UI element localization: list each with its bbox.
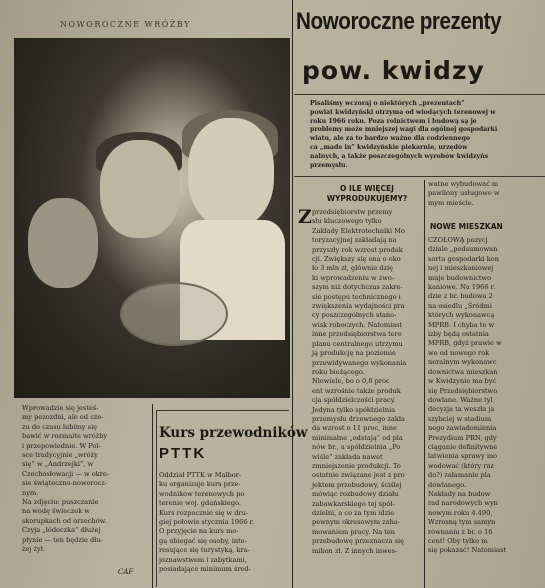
section2-heading: NOWE MIESZKAN: [430, 222, 503, 231]
photo-caption: Wprowadzie się jesteś- my pezozdni, ale od cze- zu do czasu lubimy się bawić w rozmaite wróżby i przepowiednie. W Pol- sce tradycyjnie „wróży się” w „Andrzejki”, w Czechosłowacji — w okre- sie świąteczno-noworocz- nym. Na zdjęciu: puszczanie na wodę świeczek w skorupkach od orzechów. Czyja „łódeczka” dłużej płynie — ten będzie dłu- żej żył.: [22, 404, 110, 554]
column-rule: [152, 404, 153, 588]
section2-body: CZOŁOWĄ pozycj dziale „podsumowan sortu gospodarki kon nej i mieszkaniowej muje budownictwo kaniowe. Na 1966 r. dzie z br. budowa 2 na osiedlu „Śródmi których wykonawcą MPRB. I chyba te w izby będą ostatnia MPRB, gdyż prawie w wo od nowego rok neralnym wykonawc downictwa mieszkan w Kwidzynie ma być się Przedsiębiorstwo dowlane. Ważne tyl decyzja ta weszła ja szybciej w stadium nego zawiadomienia Prezydium PRN, gdy ciąganie definitywne latwienia sprawy mo wodować (który raz do?) załamanie pla dowlanego. Nakłady na budow rad narodowych wyn nowym roku 4.490, Wzrosną tym samyn równaniu z br. o 16 cent! Oby tylko m się pokazać! Natomiast: [428, 236, 507, 555]
section1-body: przedsiębiorstw przemy słu kluczowego tylko Zakłady Elektrotechniki Mo toryzacyjnej zakładają na przyszły rok wzrost produk cji. Zwiększy się ona o oko ło 3 mln zł, głównie dzię ki wprowadzeniu w zwo- szym niż dotychczas zakre- sie postępu technicznego i zwiększenia wydajności pra cy poszczególnych stano- wisk roboczych. Natomiast inne przedsiębiorstwa tere planu centralnego utrzymu ją produkcję na poziomie przewidywanego wykonania roku bieżącego. Niewiele, bo o 0,8 proc ent wzrośnie także produk cja spółdzielczości pracy. Jedyna tylko spółdzielnia przemysłu drzewnego zakła da wzrost o 11 proc, inne minimalne „odstają” od pla nów br., a spółdzielnia „Po wiśle” zakłada nawet zmniejszenie produkcji. To ostatnie związane jest z pro jektem przebudowy, ściślej mówiąc rozbudowy działu zabawkarskiego tej spół- dzielni, a co za tym idzie pewnym okresowym zaha- mowaniem pracy. Na ten przebudowę przeznacza się milion zł. Z innych inwes-: [312, 208, 407, 555]
headline-line2: pow. kwidzy: [302, 56, 485, 85]
photo-bowl: [120, 282, 228, 346]
section1-heading: O ILE WIĘCEJ WYPRODUKUJEMY?: [326, 184, 408, 203]
section1-dropcap: Z: [298, 206, 312, 228]
photo-figure-head: [188, 118, 274, 228]
kurs-body: Oddział PTTK w Malbor- ku organizuje kurs prze- wodników terenowych po terenie woj. gdańskiego. Kurs rozpocznie się w dru- giej połowie stycznia 1966 r. O przyjęcie na kurs mo- gą ubiegać się osoby, inte- resujące się turystyką, kra- joznawstwem i zabytkami, posiadające minimum śred-: [159, 471, 255, 574]
headline-rule: [294, 94, 545, 95]
intro-paragraph: Pisaliśmy wczoraj o niektórych „prezentach” powiat kwidzyński otrzyma od wiodących terenowej w roku 1966 roku. Poza rolnictwem i budową są je problemy może mniejszej wagi dla ogólnej gospodarki wiatu, ale za to bardzo ważne dla codziennego ca „made in” kwidzyńskie piekarnie, urzędów nalnych, a także poszczególnych wyrobów kwidzyńs przemysłu.: [310, 100, 498, 169]
intro-rule: [294, 176, 545, 177]
photo-credit: CAF: [118, 568, 134, 576]
photo-caption-top: NOWOROCZNE WRÓŻBY: [60, 20, 191, 29]
headline-line1: Noworoczne prezenty: [296, 8, 502, 35]
column-rule: [292, 0, 293, 588]
kurs-box: [156, 410, 308, 587]
column-rule: [424, 180, 425, 588]
kurs-subtitle: PTTK: [159, 445, 207, 462]
section2-top-text: watne wybudować m pawilony usługowe w mym mieście.: [428, 180, 500, 207]
photo-figure-head: [100, 140, 180, 238]
kurs-title: Kurs przewodników: [159, 425, 308, 441]
photo-figure-head: [28, 198, 98, 288]
